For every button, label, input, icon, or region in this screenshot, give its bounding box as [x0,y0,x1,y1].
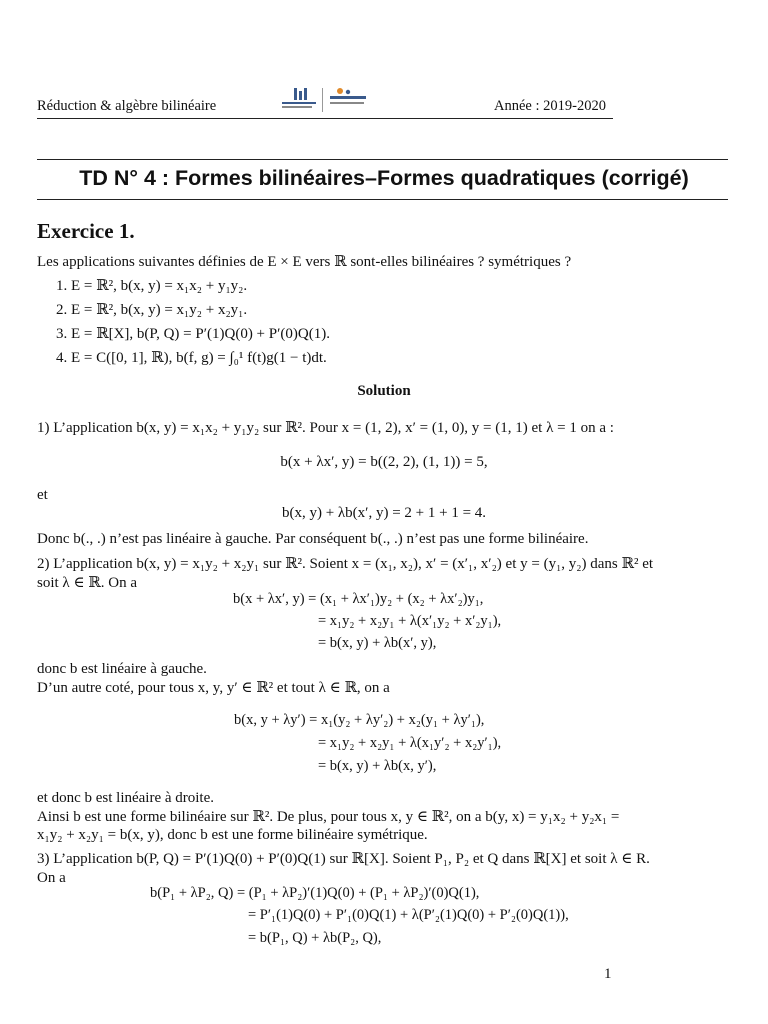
solution-2-eqA-line-3: = b(x, y) + λb(x′, y), [318,635,437,651]
solution-2-statement-line-2: soit λ ∈ ℝ. On a [37,575,138,591]
solution-2-statement-line-1: 2) L’application b(x, y) = x₁y₂ + x₂y₁ sur ℝ². Soient x = (x₁, x₂), x′ = (x′₁, x′₂) et y = (y₁, y₂) dans ℝ² et [37,556,654,572]
solution-1-et: et [37,487,48,503]
exercise-item-1: 1. E = ℝ², b(x, y) = x₁x₂ + y₁y₂. [56,278,248,294]
title-rule-top [37,159,728,160]
solution-2-eqB-line-3: = b(x, y) + λb(x, y′), [318,758,437,774]
solution-2-other-side: D’un autre coté, pour tous x, y, y′ ∈ ℝ² et tout λ ∈ ℝ, on a [37,680,390,696]
header-academic-year: Année : 2019-2020 [494,98,606,114]
solution-3-statement-line-1: 3) L’application b(P, Q) = P′(1)Q(0) + P′(0)Q(1) sur ℝ[X]. Soient P₁, P₂ et Q dans ℝ[X] et soit λ ∈ R. [37,851,650,867]
header-course-title: Réduction & algèbre bilinéaire [37,98,217,114]
solution-2-symmetry-line-2: x₁y₂ + x₂y₁ = b(x, y), donc b est une forme bilinéaire symétrique. [37,827,428,843]
solution-3-statement-line-2: On a [37,870,66,886]
solution-1-statement: 1) L’application b(x, y) = x₁x₂ + y₁y₂ sur ℝ². Pour x = (1, 2), x′ = (1, 0), y = (1, 1) et λ = 1 on a : [37,420,614,436]
solution-2-eqB-line-2: = x₁y₂ + x₂y₁ + λ(x₁y′₂ + x₂y′₁), [318,735,502,751]
exercise-item-2: 2. E = ℝ², b(x, y) = x₁y₂ + x₂y₁. [56,302,248,318]
solution-heading: Solution [357,383,411,399]
solution-1-conclusion: Donc b(., .) n’est pas linéaire à gauche. Par conséquent b(., .) n’est pas une forme bilinéaire. [37,531,589,547]
solution-3-eq-line-3: = b(P₁, Q) + λb(P₂, Q), [248,930,382,946]
title-rule-bottom [37,199,728,200]
solution-2-right-linear: et donc b est linéaire à droite. [37,790,215,806]
exercise-heading: Exercice 1. [37,219,135,243]
exercise-item-4: 4. E = C([0, 1], ℝ), b(f, g) = ∫₀¹ f(t)g(1 − t)dt. [56,350,327,366]
exercise-item-3: 3. E = ℝ[X], b(P, Q) = P′(1)Q(0) + P′(0)Q(1). [56,326,330,342]
solution-2-symmetry-line-1: Ainsi b est une forme bilinéaire sur ℝ². De plus, pour tous x, y ∈ ℝ², on a b(y, x) = y₁x₂ + y₂x₁ = [37,809,620,825]
university-logo [280,86,370,114]
solution-2-eqB-line-1: b(x, y + λy′) = x₁(y₂ + λy′₂) + x₂(y₁ + λy′₁), [234,712,485,728]
solution-3-eq-line-2: = P′₁(1)Q(0) + P′₁(0)Q(1) + λ(P′₂(1)Q(0) + P′₂(0)Q(1)), [248,907,569,923]
solution-1-equation-1: b(x + λx′, y) = b((2, 2), (1, 1)) = 5, [280,454,488,470]
solution-1-equation-2: b(x, y) + λb(x′, y) = 2 + 1 + 1 = 4. [281,505,487,521]
solution-2-eqA-line-2: = x₁y₂ + x₂y₁ + λ(x′₁y₂ + x′₂y₁), [318,613,502,629]
page-number: 1 [604,966,612,982]
solution-3-eq-line-1: b(P₁ + λP₂, Q) = (P₁ + λP₂)′(1)Q(0) + (P₁ + λP₂)′(0)Q(1), [150,885,480,901]
header-rule [37,118,613,119]
page-title: TD N° 4 : Formes bilinéaires–Formes quadratiques (corrigé) [79,166,689,190]
exercise-intro: Les applications suivantes définies de E × E vers ℝ sont-elles bilinéaires ? symétriques ? [37,254,572,270]
solution-2-eqA-line-1: b(x + λx′, y) = (x₁ + λx′₁)y₂ + (x₂ + λx′₂)y₁, [233,591,484,607]
solution-2-left-linear: donc b est linéaire à gauche. [37,661,207,677]
